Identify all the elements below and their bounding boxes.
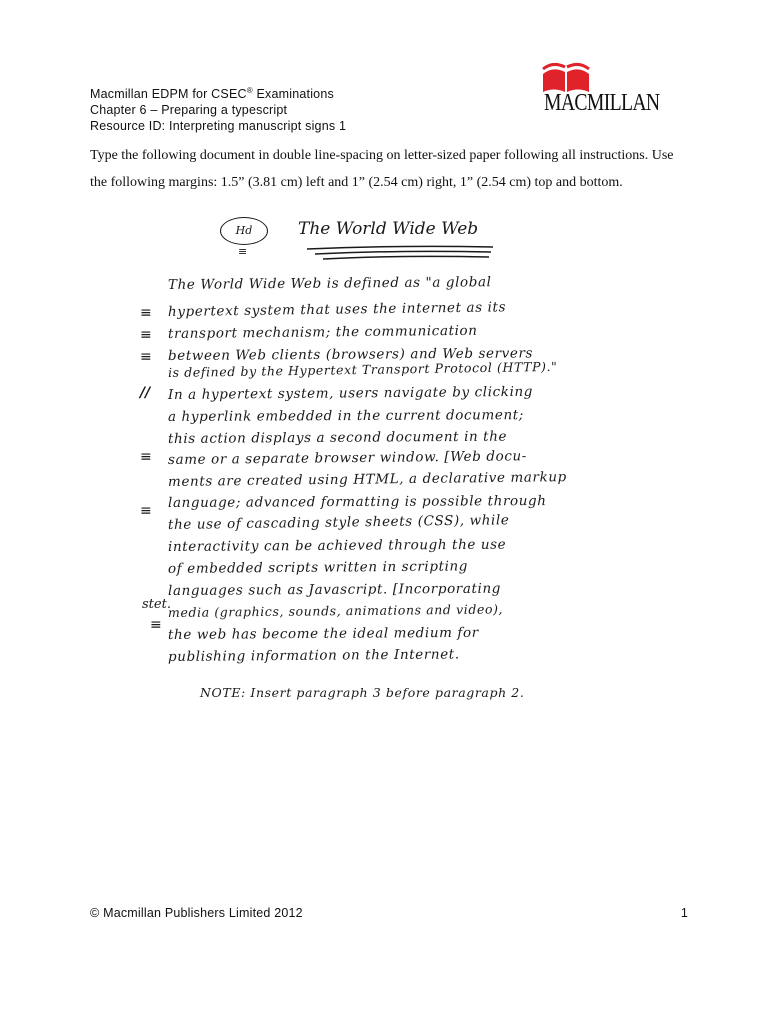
manuscript-line: hypertext system that uses the internet as its — [167, 299, 507, 320]
manuscript-line: media (graphics, sounds, animations and video), — [167, 601, 504, 620]
new-paragraph-mark: // — [140, 385, 151, 401]
caps-mark: ≡ — [150, 617, 162, 633]
manuscript-line: the use of cascading style sheets (CSS), while — [167, 512, 510, 533]
caps-mark: ≡ — [140, 327, 152, 343]
stet-mark: stet. — [142, 597, 171, 612]
manuscript-line: same or a separate browser window. [Web docu- — [167, 448, 528, 468]
manuscript-line: is defined by the Hypertext Transport Protocol (HTTP)." — [167, 358, 558, 380]
header-line-2: Chapter 6 – Preparing a typescript — [90, 103, 288, 118]
title-underline-marks — [305, 243, 495, 263]
instructions-text: Type the following document in double line-spacing on letter-sized paper following all instructions. Use the following margins: 1.5” (3.81 cm) left and 1” (2.54 cm) right, 1” (2.54 cm) top and bottom. — [90, 148, 674, 190]
heading-caps-mark: ≡ — [238, 245, 248, 258]
header-line-1: Macmillan EDPM for CSEC® Examinations — [90, 86, 334, 102]
macmillan-logo — [540, 60, 680, 120]
manuscript-note: NOTE: Insert paragraph 3 before paragraph 2. — [200, 685, 525, 700]
manuscript-line: ments are created using HTML, a declarative markup — [167, 469, 567, 490]
caps-mark: ≡ — [140, 349, 152, 365]
document-footer — [90, 906, 688, 920]
copyright-text: © Macmillan Publishers Limited 2012 — [90, 906, 303, 920]
manuscript-line: language; advanced formatting is possible through — [167, 493, 547, 511]
manuscript-line: this action displays a second document in the — [167, 428, 508, 447]
manuscript-title: The World Wide Web — [298, 219, 479, 239]
macmillan-logo-mark-icon — [540, 60, 592, 94]
manuscript-line: languages such as Javascript. [Incorporating — [167, 580, 502, 599]
heading-mark-circle: Hd — [220, 217, 268, 245]
manuscript-line: of embedded scripts written in scripting — [167, 558, 469, 577]
manuscript-line: transport mechanism; the communication — [167, 322, 478, 342]
header-line-3: Resource ID: Interpreting manuscript signs 1 — [90, 119, 347, 134]
manuscript-line: between Web clients (browsers) and Web servers — [167, 345, 534, 364]
manuscript-line: the web has become the ideal medium for — [167, 624, 479, 643]
manuscript-line: a hyperlink embedded in the current document; — [167, 407, 524, 425]
manuscript-line: publishing information on the Internet. — [167, 646, 460, 665]
manuscript-line: In a hypertext system, users navigate by clicking — [167, 383, 534, 403]
document-header — [90, 83, 346, 134]
caps-mark: ≡ — [140, 449, 152, 465]
caps-mark: ≡ — [140, 503, 152, 519]
manuscript-line: The World Wide Web is defined as "a global — [167, 274, 492, 293]
page-number: 1 — [680, 906, 688, 920]
manuscript-line: interactivity can be achieved through the use — [167, 536, 507, 555]
caps-mark: ≡ — [140, 305, 152, 321]
handwritten-manuscript — [120, 205, 640, 725]
macmillan-wordmark: MACMILLAN — [544, 90, 660, 116]
